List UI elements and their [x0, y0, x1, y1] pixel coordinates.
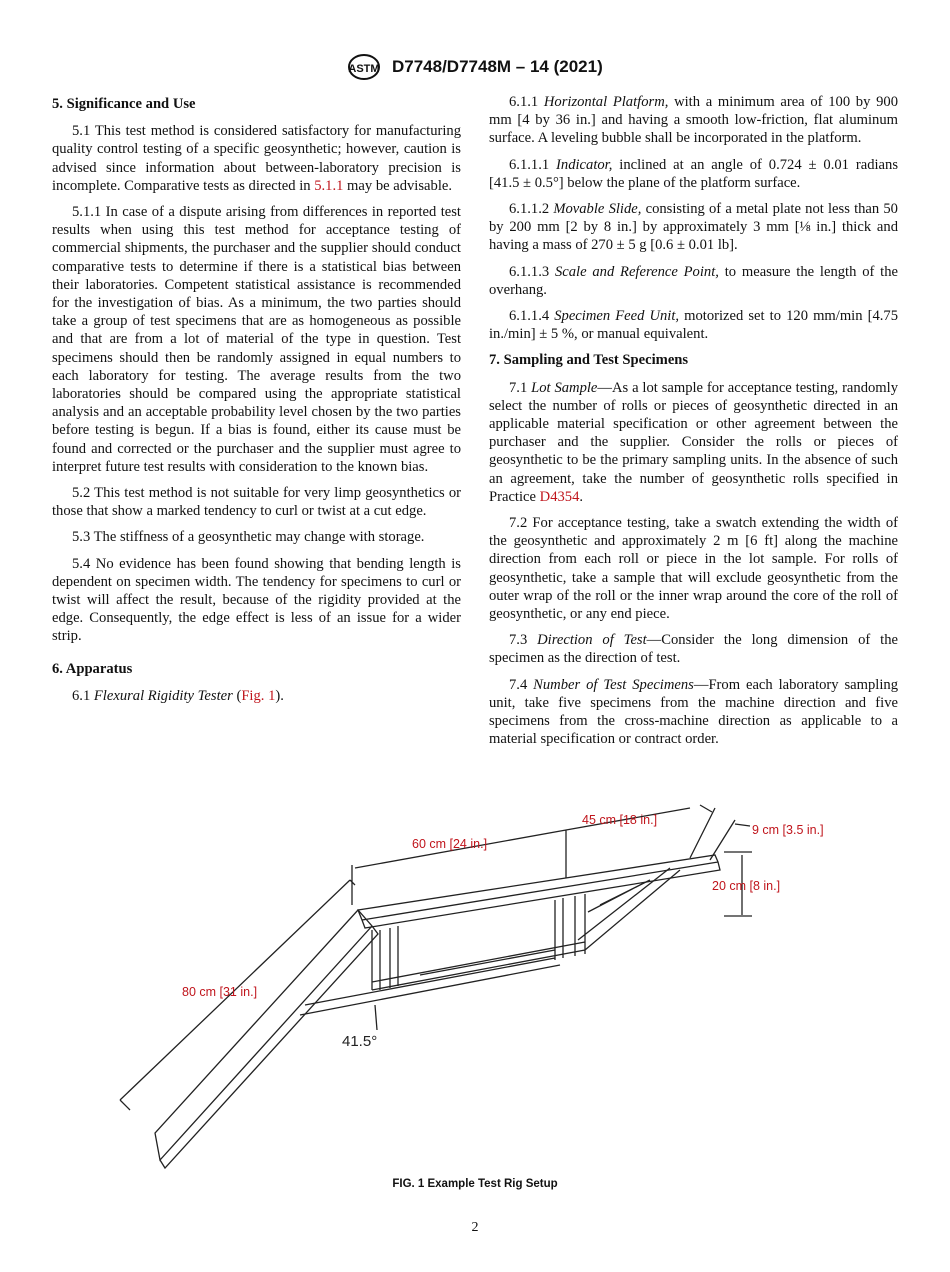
svg-text:ASTM: ASTM: [348, 63, 380, 75]
text-run: ).: [275, 687, 284, 704]
section-heading: 7. Sampling and Test Specimens: [489, 352, 689, 369]
dimension-60cm-label: 60 cm [24 in.]: [412, 837, 488, 851]
italic-term: Horizontal Platform,: [543, 94, 669, 110]
text-run: may be advisable.: [343, 177, 452, 194]
italic-term: Scale and Reference Point,: [554, 263, 719, 280]
text-run: 7.1: [509, 379, 532, 396]
paragraph: [489, 156, 898, 192]
text-run: —As a lot sample for acceptance testing, randomly select the number of rolls or pieces of geosynthetic directed in an applicable material specification or other agreement between the purchaser and the supplier. Consider the rolls or pieces of geosynthetic to be the primary sampling units. In the absence of such an agreement, take the number of geosynthetic rolls specified in Practice: [489, 379, 898, 505]
paragraph: [489, 676, 898, 749]
paragraph: [489, 379, 898, 506]
section-heading: 6. Apparatus: [52, 660, 133, 677]
cross-reference-link[interactable]: 5.1.1: [314, 177, 344, 194]
document-title: D7748/D7748M – 14 (2021): [391, 57, 603, 76]
paragraph: [52, 122, 461, 195]
dimension-20cm-label: 20 cm [8 in.]: [712, 879, 781, 893]
text-run: .: [579, 488, 584, 505]
text-run: 6.1.1.1: [509, 156, 557, 173]
text-run: inclined at an angle of 0.724 ± 0.01 radians [41.5 ± 0.5°] below the plane of the platform surface.: [489, 156, 898, 191]
paragraph: [489, 307, 898, 343]
text-run: with a minimum area of 100 by 900 mm [4 by 36 in.] and having a smooth low-friction, flat aluminum surface. A leveling bubble shall be incorporated in the platform.: [489, 94, 898, 147]
italic-term: Lot Sample: [531, 379, 598, 396]
italic-term: Flexural Rigidity Tester: [93, 687, 233, 704]
astm-logo-icon: [347, 54, 381, 80]
right-column: [489, 93, 898, 757]
figure-caption: FIG. 1 Example Test Rig Setup: [392, 1178, 558, 1190]
figure-test-rig: [100, 795, 860, 1175]
paragraph: [489, 93, 898, 148]
paragraph: [52, 203, 461, 476]
paragraph: [489, 514, 898, 623]
section-heading: 5. Significance and Use: [52, 96, 196, 112]
italic-term: Movable Slide,: [553, 201, 642, 218]
text-run: —From each laboratory sampling unit, take five specimens from the machine direction and five specimens from the cross-machine direction as applicable to a material specification or contract order.: [489, 676, 898, 748]
text-run: motorized set to 120 mm/min [4.75 in./min] ± 5 %, or manual equivalent.: [489, 308, 899, 343]
text-run: 6.1.1: [509, 94, 544, 110]
angle-label: 41.5°: [342, 1033, 378, 1050]
text-run: to measure the length of the overhang.: [489, 263, 898, 298]
italic-term: Indicator,: [556, 156, 613, 173]
text-run: consisting of a metal plate not less than 50 by 200 mm [2 by 8 in.] by approximately 3 mm [⅛ in.] thick and having a mass of 270 ± 5 g [0.6 ± 0.01 lb].: [489, 201, 898, 254]
text-run: 5.4 No evidence has been found showing that bending length is dependent on specimen width. The tendency for specimens to curl or twist will affect the result, because of the rigidity provided at the edge. Consequently, the edge effect is less of an issue for a wider strip.: [52, 555, 461, 645]
text-run: 5.1 This test method is considered satisfactory for manufacturing quality control testing of a specific geosynthetic; however, caution is advised since information about between-laboratory precision is incomplete. Comparative tests as directed in: [52, 123, 461, 194]
italic-term: Direction of Test: [537, 632, 647, 649]
text-run: 7.4: [509, 676, 534, 693]
text-run: 5.1.1 In case of a dispute arising from differences in reported test results when using this test method for acceptance testing of commercial shipments, the purchaser and the supplier should conduct comparative tests to determine if there is a statistical bias between their laboratories. Competent statistical assistance is recommended for the investigation of bias. As a minimum, the two parties should take a group of test specimens that are as homogeneous as possible and that are from a lot of material of the type in question. Test specimens should then be randomly assigned in equal numbers to each laboratory for testing. The average results from the two laboratories should be compared using the appropriate statistical analysis and an acceptable probability level chosen by the two parties before testing is begun. If a bias is found, either its cause must be found and corrected or the purchaser and the supplier must agree to interpret future test results with consideration to the known bias.: [52, 204, 461, 475]
cross-reference-link[interactable]: D4354: [539, 488, 580, 505]
text-run: 5.2 This test method is not suitable for very limp geosynthetics or those that show a marked tendency to curl or twist at a cut edge.: [52, 485, 461, 520]
italic-term: Specimen Feed Unit,: [554, 308, 680, 325]
text-run: —Consider the long dimension of the specimen as the direction of test.: [489, 632, 898, 667]
text-run: (: [232, 687, 242, 704]
paragraph: [489, 200, 898, 255]
text-run: 6.1.1.4: [509, 308, 555, 325]
text-run: 6.1: [72, 687, 94, 704]
cross-reference-link[interactable]: Fig. 1: [241, 687, 276, 704]
text-run: 7.2 For acceptance testing, take a swatch extending the width of the geosynthetic and approximately 2 m [6 ft] along the machine direction from each roll or piece in the lot sample. For rolls of geosynthetic, take a sample that will exclude geosynthetic from the outer wrap of the roll or the inner wrap around the core of the roll of geosynthetic, or any end piece.: [489, 515, 898, 623]
dimension-9cm-label: 9 cm [3.5 in.]: [752, 823, 824, 837]
paragraph: [52, 528, 461, 546]
text-run: 5.3 The stiffness of a geosynthetic may change with storage.: [72, 529, 425, 546]
paragraph: [52, 555, 461, 646]
paragraph: [489, 631, 898, 667]
dimension-45cm-label: 45 cm [18 in.]: [582, 813, 658, 827]
paragraph: [52, 484, 461, 520]
text-run: 6.1.1.3: [509, 263, 555, 280]
dimension-80cm-label: 80 cm [31 in.]: [182, 985, 258, 999]
text-run: 6.1.1.2: [509, 201, 554, 218]
italic-term: Number of Test Specimens: [533, 676, 694, 693]
paragraph: [489, 263, 898, 299]
text-run: 7.3: [509, 632, 538, 649]
horizontal-platform: [358, 855, 720, 928]
paragraph: [52, 687, 461, 705]
page-number: 2: [471, 1220, 479, 1235]
left-column: [52, 93, 461, 713]
page-header: [0, 54, 950, 80]
